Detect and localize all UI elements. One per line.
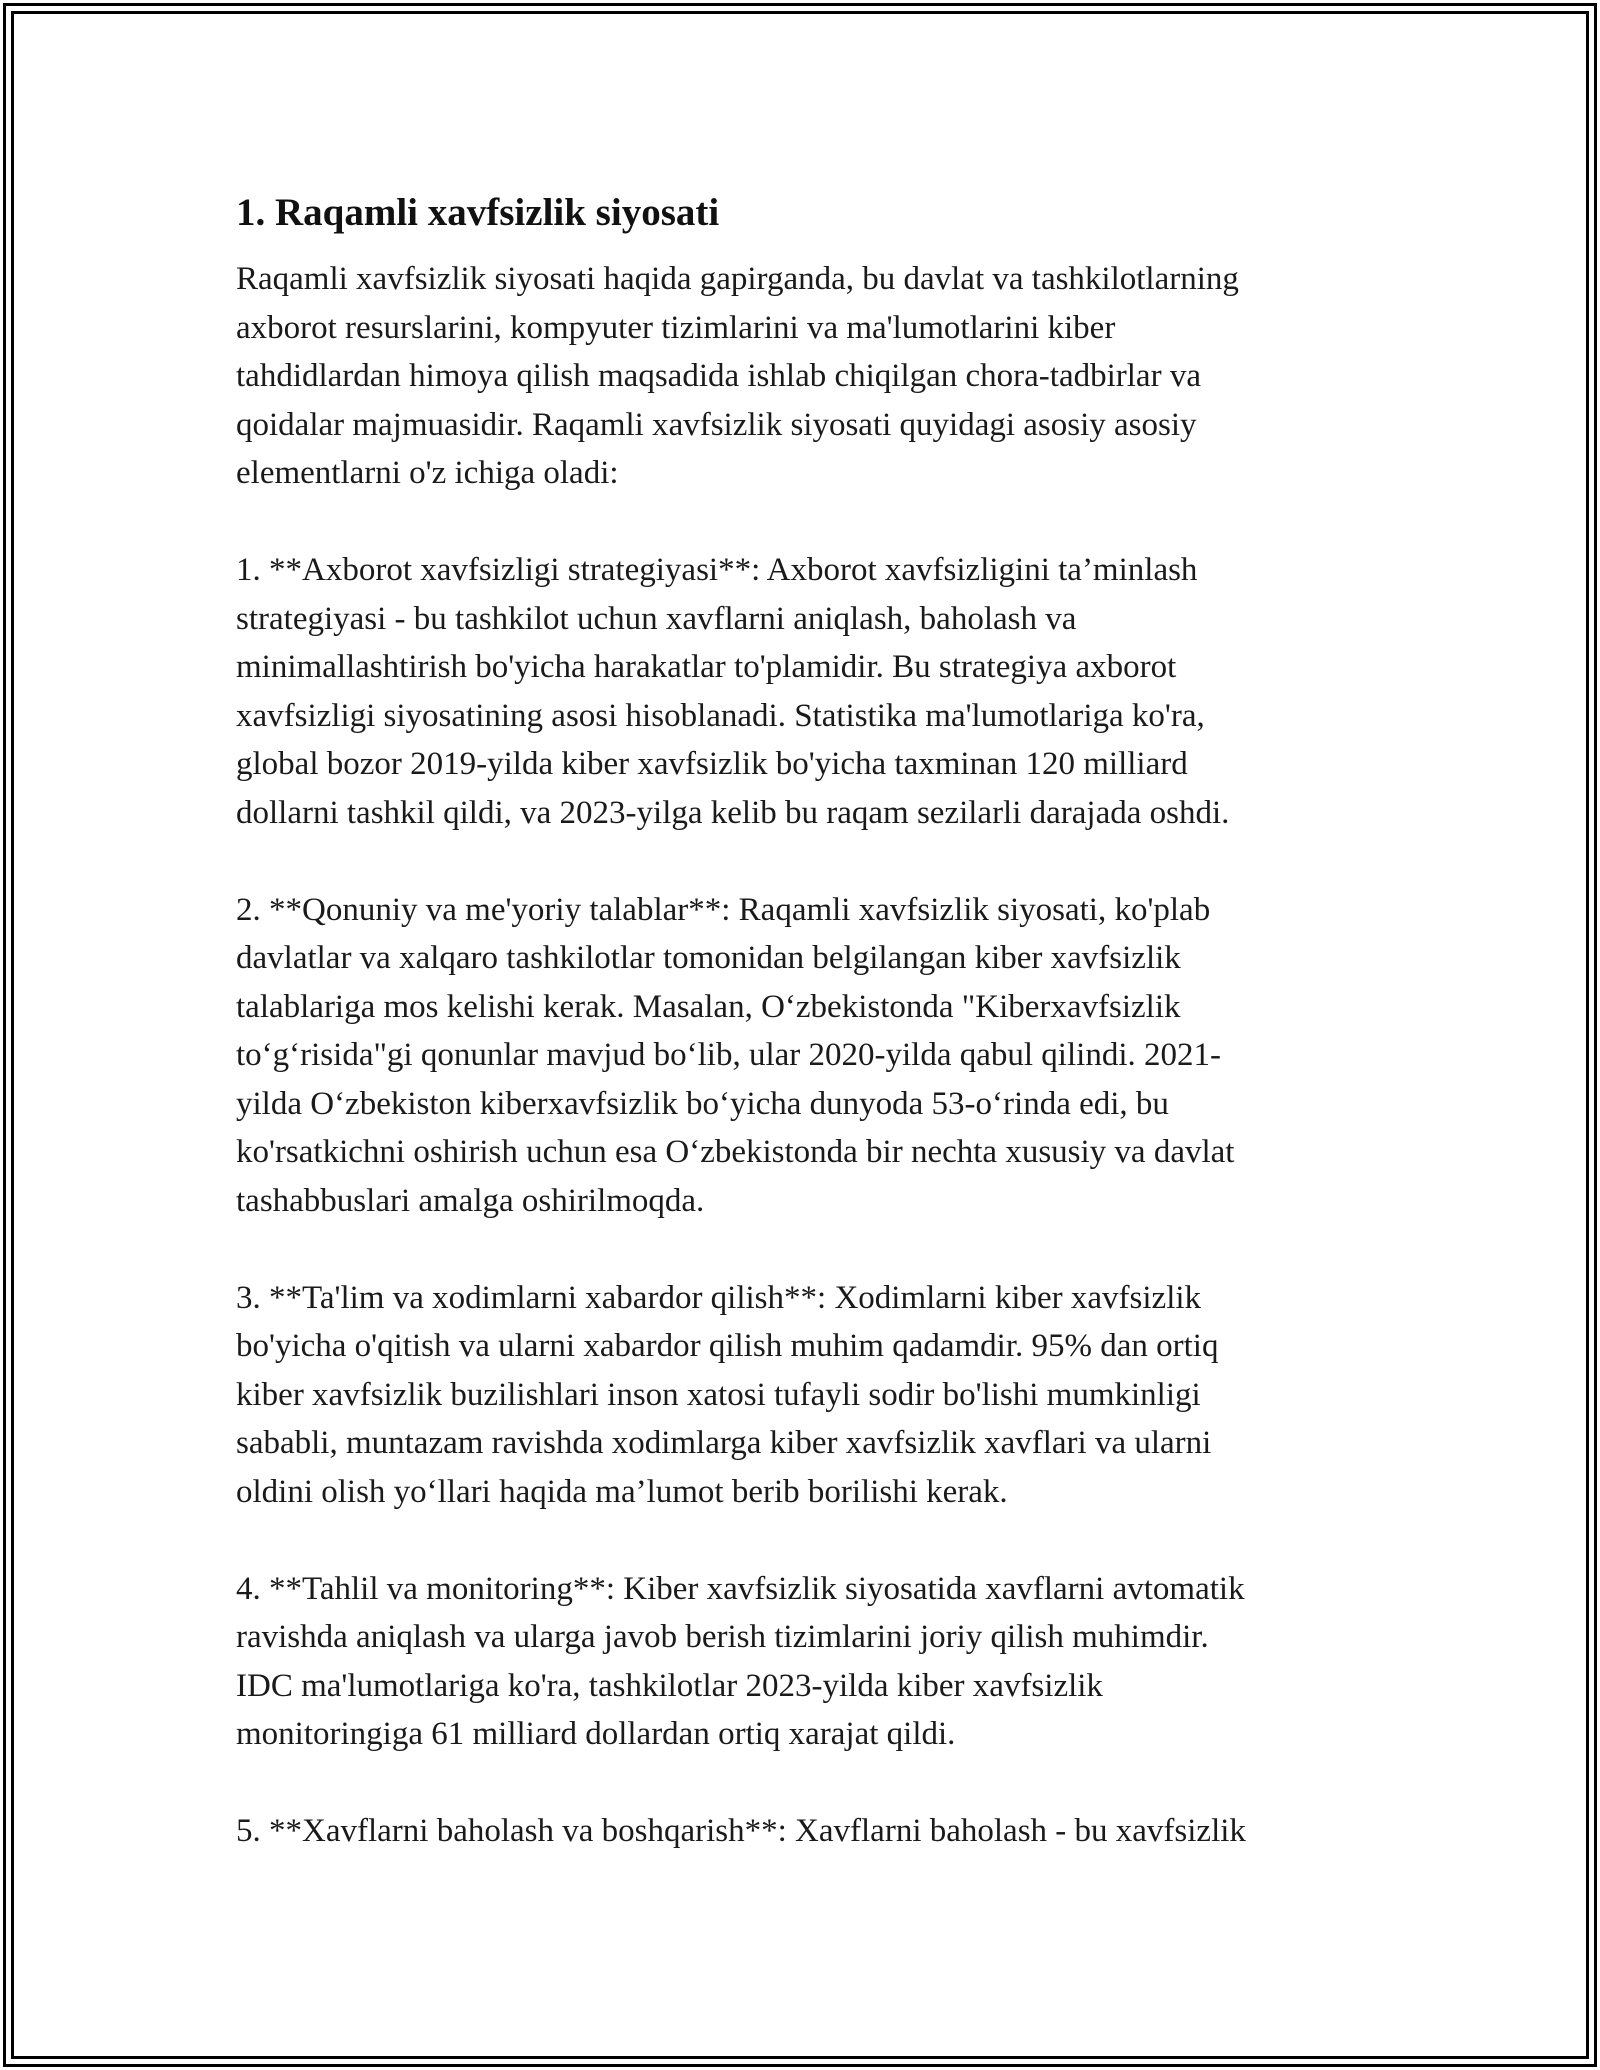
document-body <box>236 185 1376 1904</box>
list-item-training: 3. **Ta'lim va xodimlarni xabardor qilish**: Xodimlarni kiber xavfsizlik bo'yicha o'qitish va ularni xabardor qilish muhim qadamdir. 95% dan ortiq kiber xavfsizlik buzilishlari inson xatosi tufayli sodir bo'lishi mumkinligi sababli, muntazam ravishda xodimlarga kiber xavfsizlik xavflari va ularni oldini olish yo‘llari haqida ma’lumot berib borilishi kerak. <box>236 1279 1219 1510</box>
list-item-risk-assessment: 5. **Xavflarni baholash va boshqarish**: Xavflarni baholash - bu xavfsizlik <box>236 1813 1246 1849</box>
list-item-strategy: 1. **Axborot xavfsizligi strategiyasi**: Axborot xavfsizligini ta’minlash strategiyasi - bu tashkilot uchun xavflarni aniqlash, baholash va minimallashtirish bo'yicha harakatlar to'plamidir. Bu strategiya axborot xavfsizligi siyosatining asosi hisoblanadi. Statistika ma'lumotlariga ko'ra, global bozor 2019-yilda kiber xavfsizlik bo'yicha taxminan 120 milliard dollarni tashkil qildi, va 2023-yilga kelib bu raqam sezilarli darajada oshdi. <box>236 552 1230 831</box>
list-item-legal-requirements: 2. **Qonuniy va me'yoriy talablar**: Raqamli xavfsizlik siyosati, ko'plab davlatlar va xalqaro tashkilotlar tomonidan belgilangan kiber xavfsizlik talablariga mos kelishi kerak. Masalan, O‘zbekistonda "Kiberxavfsizlik to‘g‘risida"gi qonunlar mavjud bo‘lib, ular 2020-yilda qabul qilindi. 2021- yilda O‘zbekiston kiberxavfsizlik bo‘yicha dunyoda 53-o‘rinda edi, bu ko'rsatkichni oshirish uchun esa O‘zbekistonda bir nechta xususiy va davlat tashabbuslari amalga oshirilmoqda. <box>236 891 1235 1219</box>
list-item-monitoring: 4. **Tahlil va monitoring**: Kiber xavfsizlik siyosatida xavflarni avtomatik ravishda aniqlash va ularga javob berish tizimlarini joriy qilish muhimdir. IDC ma'lumotlariga ko'ra, tashkilotlar 2023-yilda kiber xavfsizlik monitoringiga 61 milliard dollardan ortiq xarajat qildi. <box>236 1570 1245 1752</box>
intro-paragraph: Raqamli xavfsizlik siyosati haqida gapirganda, bu davlat va tashkilotlarning axborot resurslarini, kompyuter tizimlarini va ma'lumotlarini kiber tahdidlardan himoya qilish maqsadida ishlab chiqilgan chora-tadbirlar va qoidalar majmuasidir. Raqamli xavfsizlik siyosati quyidagi asosiy asosiy elementlarni o'z ichiga oladi: <box>236 261 1239 491</box>
section-heading: 1. Raqamli xavfsizlik siyosati <box>236 191 720 234</box>
